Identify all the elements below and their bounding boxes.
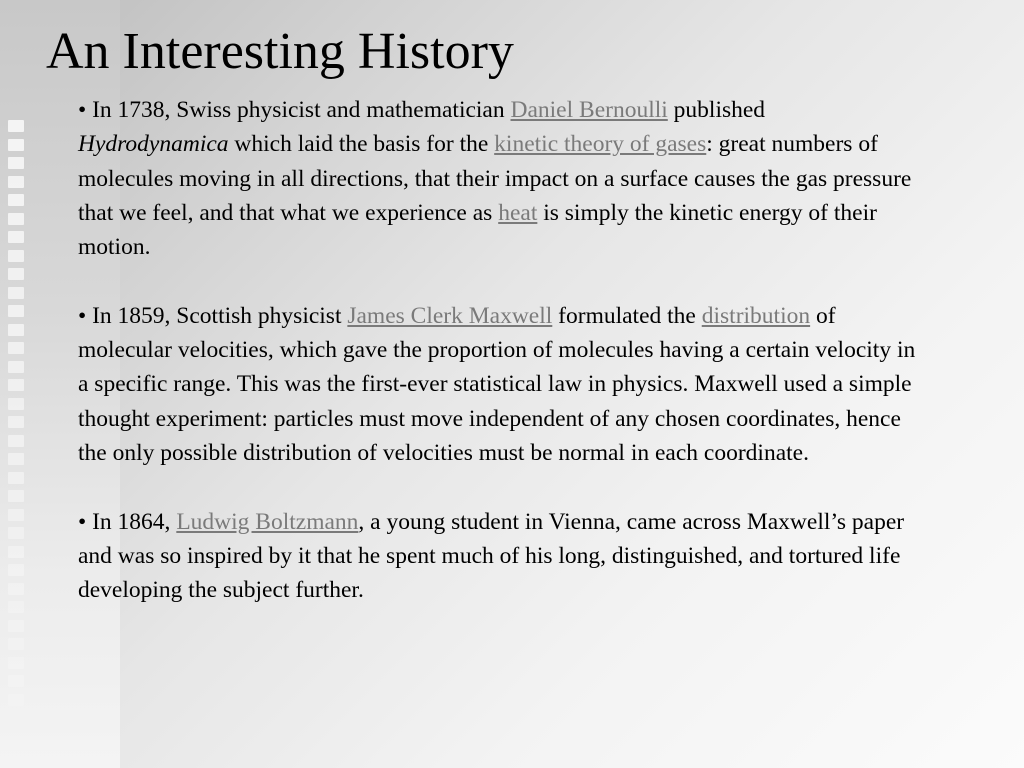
paragraph-maxwell <box>78 299 918 470</box>
filmstrip-hole <box>8 287 24 299</box>
filmstrip-hole <box>8 120 24 132</box>
paragraph-text: of molecular velocities, which gave the proportion of molecules having a certain velocity in a specific range. This was the first-ever statistical law in physics. Maxwell used a simple thought experiment: particles must move independent of any chosen coordinates, hence the only possible distribution of velocities must be normal in each coordinate. <box>78 302 916 466</box>
filmstrip-hole <box>8 490 24 502</box>
filmstrip-hole <box>8 361 24 373</box>
paragraph-text: , a young student in Vienna, came across Maxwell’s paper and was so inspired by it that he spent much of his long, distinguished, and tortured life developing the subject further. <box>78 508 905 604</box>
filmstrip-hole <box>8 305 24 317</box>
link-daniel-bernoulli[interactable]: Daniel Bernoulli <box>510 97 668 123</box>
filmstrip-hole <box>8 157 24 169</box>
link-ludwig-boltzmann[interactable]: Ludwig Boltzmann <box>176 508 359 535</box>
paragraph-text: is simply the kinetic energy of their motion. <box>78 199 877 261</box>
filmstrip-hole <box>8 564 24 576</box>
slide-title: An Interesting History <box>46 23 514 80</box>
filmstrip-hole <box>8 694 24 706</box>
filmstrip-hole <box>8 213 24 225</box>
bullet: • <box>78 508 87 535</box>
slide-body <box>78 93 918 642</box>
filmstrip-hole <box>8 176 24 188</box>
filmstrip-hole <box>8 398 24 410</box>
link-james-clerk-maxwell[interactable]: James Clerk Maxwell <box>347 302 553 329</box>
paragraph-boltzmann <box>78 505 918 608</box>
paragraph-text: In 1864, <box>86 508 177 535</box>
bullet: • <box>78 302 87 329</box>
paragraph-text: formulated the <box>552 302 702 329</box>
filmstrip-hole <box>8 268 24 280</box>
bullet: • <box>78 97 87 123</box>
book-title-hydrodynamica: Hydrodynamica <box>78 131 229 158</box>
filmstrip-hole <box>8 527 24 539</box>
filmstrip-hole <box>8 324 24 336</box>
filmstrip-hole <box>8 509 24 521</box>
paragraph-text: which laid the basis for the <box>228 131 495 158</box>
filmstrip-hole <box>8 435 24 447</box>
link-kinetic-theory-of-gases[interactable]: kinetic theory of gases <box>494 131 707 158</box>
paragraph-text: In 1859, Scottish physicist <box>86 302 348 329</box>
filmstrip-hole <box>8 546 24 558</box>
filmstrip-hole <box>8 620 24 632</box>
filmstrip-hole <box>8 453 24 465</box>
filmstrip-hole <box>8 675 24 687</box>
filmstrip-hole <box>8 472 24 484</box>
filmstrip-hole <box>8 194 24 206</box>
link-heat[interactable]: heat <box>498 199 538 226</box>
filmstrip-hole <box>8 416 24 428</box>
filmstrip-hole <box>8 638 24 650</box>
paragraph-text: published <box>667 97 766 123</box>
filmstrip-hole <box>8 250 24 262</box>
filmstrip-hole <box>8 231 24 243</box>
filmstrip-hole <box>8 379 24 391</box>
filmstrip-hole <box>8 601 24 613</box>
paragraph-text: : great numbers of molecules moving in all directions, that their impact on a surface causes the gas pressure that we feel, and that what we experience as <box>78 131 912 226</box>
filmstrip-hole <box>8 583 24 595</box>
filmstrip-hole <box>8 139 24 151</box>
link-distribution[interactable]: distribution <box>701 302 811 329</box>
paragraph-bernoulli <box>78 93 918 264</box>
paragraph-text: In 1738, Swiss physicist and mathematician <box>86 97 511 123</box>
filmstrip-hole <box>8 657 24 669</box>
filmstrip-hole <box>8 342 24 354</box>
